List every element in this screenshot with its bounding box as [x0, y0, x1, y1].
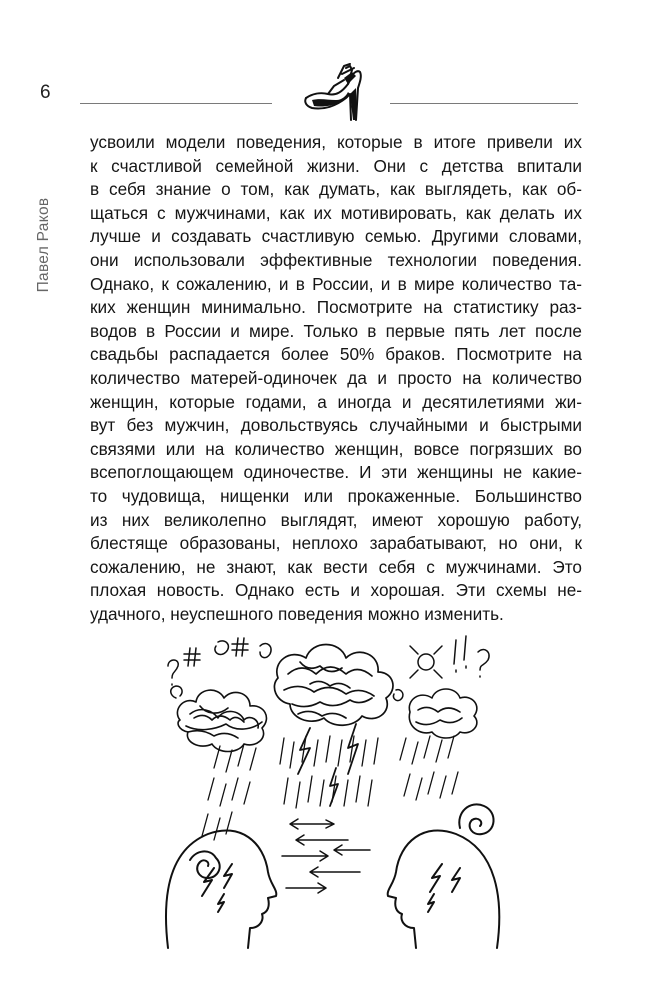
body-text	[90, 131, 582, 626]
text-line: удачного, неуспешного поведения можно изменить.	[90, 603, 504, 624]
text-line: то чудовища, нищенки или прокаженные. Большинство	[90, 485, 582, 506]
text-line: сожалению, не знают, как вести себя с мужчинами. Это	[90, 556, 582, 577]
text-line: к счастливой семейной жизни. Они с детства впитали	[90, 155, 582, 176]
text-line: Однако, к сожалению, и в России, и в мире количество та-	[90, 273, 582, 294]
text-line: лучше и создавать счастливую семью. Другими словами,	[90, 226, 582, 247]
text-line: количество матерей-одиночек да и просто на количество	[90, 367, 582, 388]
running-head-author: Павел Раков	[35, 197, 52, 293]
text-line: водов в России и мире. Только в первые пять лет после	[90, 320, 582, 341]
high-heel-shoe-icon	[298, 48, 370, 122]
page-number: 6	[40, 82, 51, 103]
text-line: они использовали эффективные технологии поведения.	[90, 249, 582, 270]
text-line: всепоглощающем одиночестве. И эти женщины не какие-	[90, 462, 582, 483]
text-line: женщин, которые годами, а иногда и десятилетиями жи-	[90, 391, 582, 412]
text-line: из них великолепно выглядят, имеют хорошую работу,	[90, 509, 582, 530]
text-line: в себя знание о том, как думать, как выглядеть, как об-	[90, 179, 582, 200]
text-line: щаться с мужчинами, как их мотивировать, как делать их	[90, 202, 582, 223]
header-rule-right	[390, 103, 578, 104]
header-rule-left	[80, 103, 272, 104]
text-line: блестяще образованы, неплохо зарабатывают, но они, к	[90, 533, 582, 554]
text-line: связями или на количество женщин, вовсе погрязших во	[90, 438, 582, 459]
text-line: вут без мужчин, довольствуясь случайными и быстрыми	[90, 415, 582, 436]
text-line: усвоили модели поведения, которые в итоге привели их	[90, 132, 582, 152]
text-line: ких женщин минимально. Посмотрите на статистику раз-	[90, 297, 582, 318]
text-line: свадьбы распадается более 50% браков. Посмотрите на	[90, 344, 582, 365]
text-line: плохая новость. Однако есть и хорошая. Эти схемы не-	[90, 580, 582, 601]
storm-clouds-two-heads-illustration	[160, 628, 505, 958]
